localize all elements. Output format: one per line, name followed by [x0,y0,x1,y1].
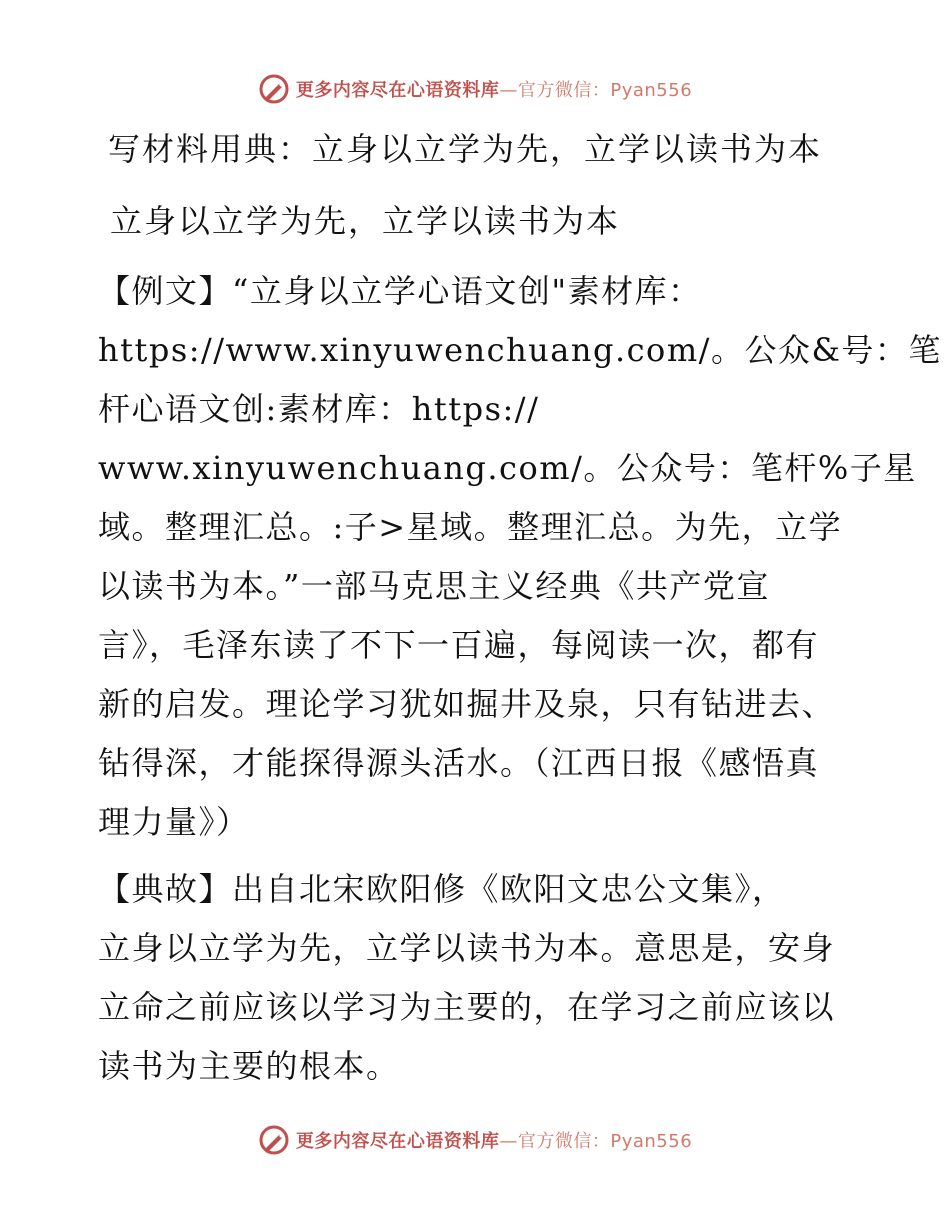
footer-watermark [0,1123,950,1157]
example-line: 钻得深，才能探得源头活水。（江西日报《感悟真 [98,744,820,782]
example-line: 【例文】“立身以立学心语文创"素材库： [98,272,702,310]
example-line: 理力量》） [98,803,250,841]
watermark-text: 更多内容尽在心语资料库—官方微信：Pyan556 [295,80,693,101]
example-line: 域。整理汇总。:子>星域。整理汇总。为先，立学 [98,508,843,546]
header-watermark [0,72,950,106]
example-paragraph [98,262,942,852]
watermark-text: 更多内容尽在心语资料库—官方微信：Pyan556 [295,1131,693,1152]
example-line: 杆心语文创:素材库：https:// [98,390,540,428]
allusion-line: 【典故】出自北宋欧阳修《欧阳文忠公文集》， [98,870,786,908]
document-subtitle: 立身以立学为先，立学以读书为本 [110,202,621,240]
allusion-line: 立命之前应该以学习为主要的，在学习之前应该以 [98,988,836,1026]
allusion-paragraph [98,860,850,1096]
example-line: www.xinyuwenchuang.com/。公众号：笔杆%子星 [98,449,917,487]
example-line: 言》，毛泽东读了不下一百遍，每阅读一次，都有 [98,626,820,664]
example-line: 以读书为本。”一部马克思主义经典《共产党宣 [98,567,770,605]
pen-logo-icon [258,1124,290,1156]
example-line: 新的启发。理论学习犹如掘井及泉，只有钻进去、 [98,685,836,723]
allusion-line: 读书为主要的根本。 [98,1047,400,1085]
pen-logo-icon [258,73,290,105]
document-title: 写材料用典：立身以立学为先，立学以读书为本 [108,130,823,168]
example-line: https://www.xinyuwenchuang.com/。公众&号：笔 [98,331,942,369]
allusion-line: 立身以立学为先，立学以读书为本。意思是，安身 [98,929,836,967]
